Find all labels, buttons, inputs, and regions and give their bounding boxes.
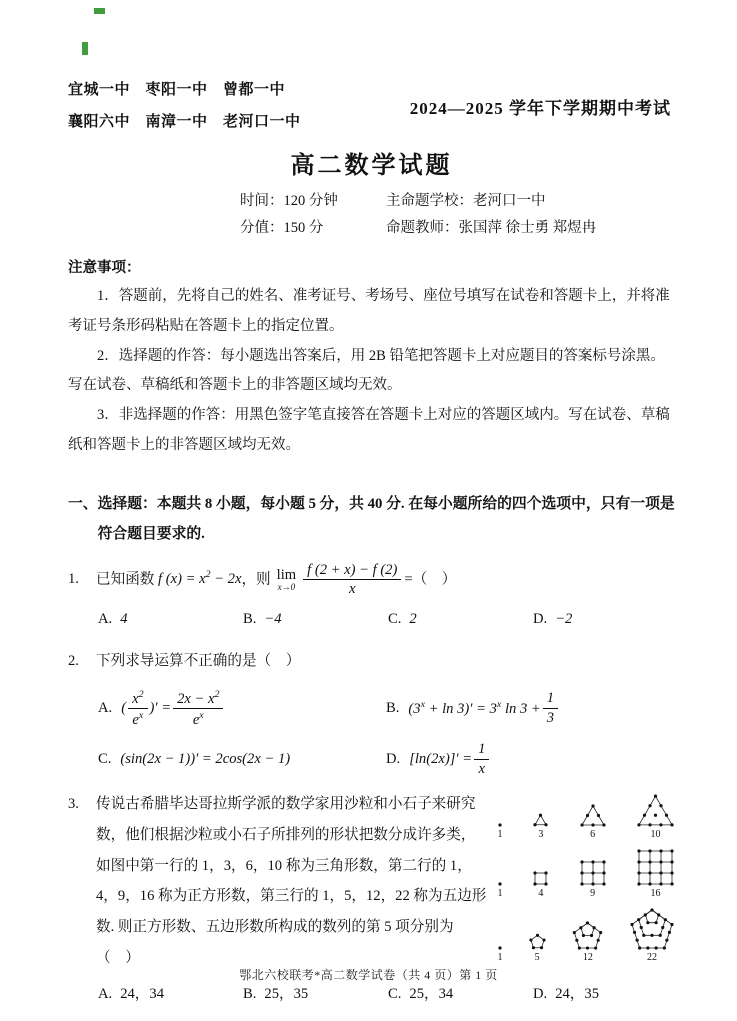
question-3: [68, 789, 675, 973]
proposer-teachers: 命题教师：张国萍 徐士勇 郑煜冉: [386, 220, 597, 237]
fraction: $\frac{x^2}{e^x}$: [128, 689, 147, 729]
exam-info: [240, 188, 672, 243]
fraction: $\frac{1}{3}$: [543, 690, 558, 727]
notice-heading: 注意事项：: [68, 259, 141, 276]
option-c: C. 25，34: [388, 986, 454, 1003]
question-3-text: 传说古希腊毕达哥拉斯学派的数学家用沙粒和小石子来研究数，他们根据沙粒或小石子所排列的形状把数分成许多类，如图中第一行的 1，3，6，10 称为三角形数，第二行的 1，4，9，16 称为正方形数，第三行的 1，5，12，22 称为五边形数. 则正方形数、五边形数所构成的数列的第 5 项分别为（ ）: [96, 796, 487, 966]
school-list-line1: 宜城一中 枣阳一中 曾都一中: [68, 82, 286, 98]
notice-item-2: 2．选择题的作答：每小题选出答案后，用 2B 铅笔把答题卡上对应题目的答案标号涂黑。写在试卷、草稿纸和答题卡上的非答题区域均无效。: [68, 347, 665, 394]
pentagon-number-figure: [497, 945, 503, 964]
option-a: A. ( $\frac{x^2}{e^x}$ )′ = $\frac{2x - x^2}{e^x}$: [98, 689, 386, 729]
question-2-stem: 下列求导运算不正确的是（ ）: [96, 652, 301, 669]
question-1: [68, 562, 675, 599]
question-2-options-row-2: [68, 741, 675, 778]
scan-artifact-mark: [94, 8, 105, 14]
triangle-number-figure: [532, 812, 549, 841]
school-list: [68, 74, 301, 139]
figure-row-square: [497, 848, 675, 900]
figure-count-label: 16: [650, 888, 661, 900]
square-dots-diagram: [636, 848, 675, 887]
school-list-line2: 襄阳六中 南漳一中 老河口一中: [68, 114, 301, 131]
exam-info-row: [240, 188, 672, 216]
page-footer: 鄂北六校联考*高二数学试卷（共 4 页）第 1 页: [239, 968, 498, 982]
question-1-text: 已知函数: [96, 571, 155, 588]
exam-score: 分值：150 分: [240, 220, 324, 237]
triangle-dots-diagram: [636, 793, 675, 828]
triangle-number-figure: [636, 793, 675, 841]
pentagon-number-figure: [571, 920, 604, 964]
option-b: B. 25，35: [243, 986, 309, 1003]
pentagon-dots-diagram: [629, 907, 675, 951]
figure-count-label: 1: [497, 952, 503, 964]
pentagon-number-figure: [528, 932, 547, 964]
header: [68, 74, 675, 139]
proposer-school: 主命题学校：老河口一中: [386, 192, 546, 209]
square-number-figure: [636, 848, 675, 900]
limit-fraction: $\frac{f (2 + x) - f (2)}{x}$: [303, 562, 401, 599]
q3-figure-panel: [497, 793, 675, 971]
fraction: $\frac{2x - x^2}{e^x}$: [173, 689, 223, 729]
page-content: [68, 74, 675, 1009]
exam-session-title: 2024—2025 学年下学期期中考试: [409, 98, 671, 118]
figure-count-label: 10: [650, 829, 661, 841]
option-d: D. [ln(2x)]′ = $\frac{1}{x}$: [386, 741, 674, 778]
square-dots-diagram: [532, 870, 549, 887]
figure-count-label: 1: [497, 829, 503, 841]
option-a: A. 24，34: [98, 986, 164, 1003]
option-a: A. 4: [98, 611, 128, 628]
page-title: 高二数学试题: [290, 152, 453, 179]
section-one-heading: 一、选择题：本题共 8 小题，每小题 5 分，共 40 分. 在每小题所给的四个选项中，只有一项是符合题目要求的.: [68, 496, 675, 543]
question-2-options-row-1: [68, 689, 675, 729]
figure-count-label: 5: [534, 952, 540, 964]
pentagon-dots-diagram: [497, 945, 503, 951]
notice-item-3: 3．非选择题的作答：用黑色签字笔直接答在答题卡上对应的答题区域内。写在试卷、草稿纸和答题卡上的非答题区域均无效。: [68, 407, 670, 453]
option-d: D. −2: [533, 611, 573, 628]
option-c: C. (sin(2x − 1))′ = 2cos(2x − 1): [98, 750, 291, 767]
figure-count-label: 6: [590, 829, 596, 841]
pentagon-dots-diagram: [528, 932, 547, 951]
triangle-number-figure: [579, 803, 607, 841]
triangle-number-figure: [497, 822, 503, 841]
fraction: $\frac{1}{x}$: [474, 741, 489, 778]
figure-count-label: 22: [646, 952, 657, 964]
question-3-number: 3.: [68, 796, 79, 813]
question-2: [68, 646, 675, 677]
exam-info-row: [240, 215, 672, 243]
question-3-options: [68, 981, 675, 1009]
question-1-equals: =（ ）: [404, 571, 457, 588]
figure-row-pentagon: [497, 907, 675, 964]
question-2-number: 2.: [68, 652, 79, 669]
figure-count-label: 12: [582, 952, 593, 964]
figure-count-label: 1: [497, 888, 503, 900]
figure-count-label: 3: [538, 829, 544, 841]
figure-count-label: 4: [538, 888, 544, 900]
square-dots-diagram: [579, 859, 607, 887]
question-1-text-mid: ，则: [241, 571, 271, 588]
limit-operator: lim x→0: [276, 566, 297, 593]
triangle-dots-diagram: [532, 812, 549, 828]
option-b: B. −4: [243, 611, 282, 628]
square-number-figure: [532, 870, 549, 900]
exam-time: 时间：120 分钟: [240, 192, 338, 209]
question-1-number: 1.: [68, 571, 79, 588]
square-number-figure: [497, 881, 503, 900]
triangle-dots-diagram: [579, 803, 607, 828]
figure-count-label: 9: [590, 888, 596, 900]
scan-artifact-mark: [82, 42, 88, 55]
notice-section: [68, 255, 675, 461]
option-b: B. $(3^x + \ln 3)' = 3^x$ ln 3 + $\frac{1}{3}$: [386, 690, 674, 727]
triangle-dots-diagram: [497, 822, 503, 828]
question-1-options: [68, 606, 675, 634]
option-c: C. 2: [388, 611, 417, 628]
option-d: D. 24，35: [533, 986, 599, 1003]
square-number-figure: [579, 859, 607, 900]
square-dots-diagram: [497, 881, 503, 887]
pentagon-dots-diagram: [571, 920, 604, 951]
figure-row-triangle: [497, 793, 675, 841]
pentagon-number-figure: [629, 907, 675, 964]
notice-item-1: 1．答题前，先将自己的姓名、准考证号、考场号、座位号填写在试卷和答题卡上，并将准考证号条形码粘贴在答题卡上的指定位置。: [68, 288, 670, 334]
question-1-function: f $(x) = x^2 - 2x$: [158, 569, 242, 588]
